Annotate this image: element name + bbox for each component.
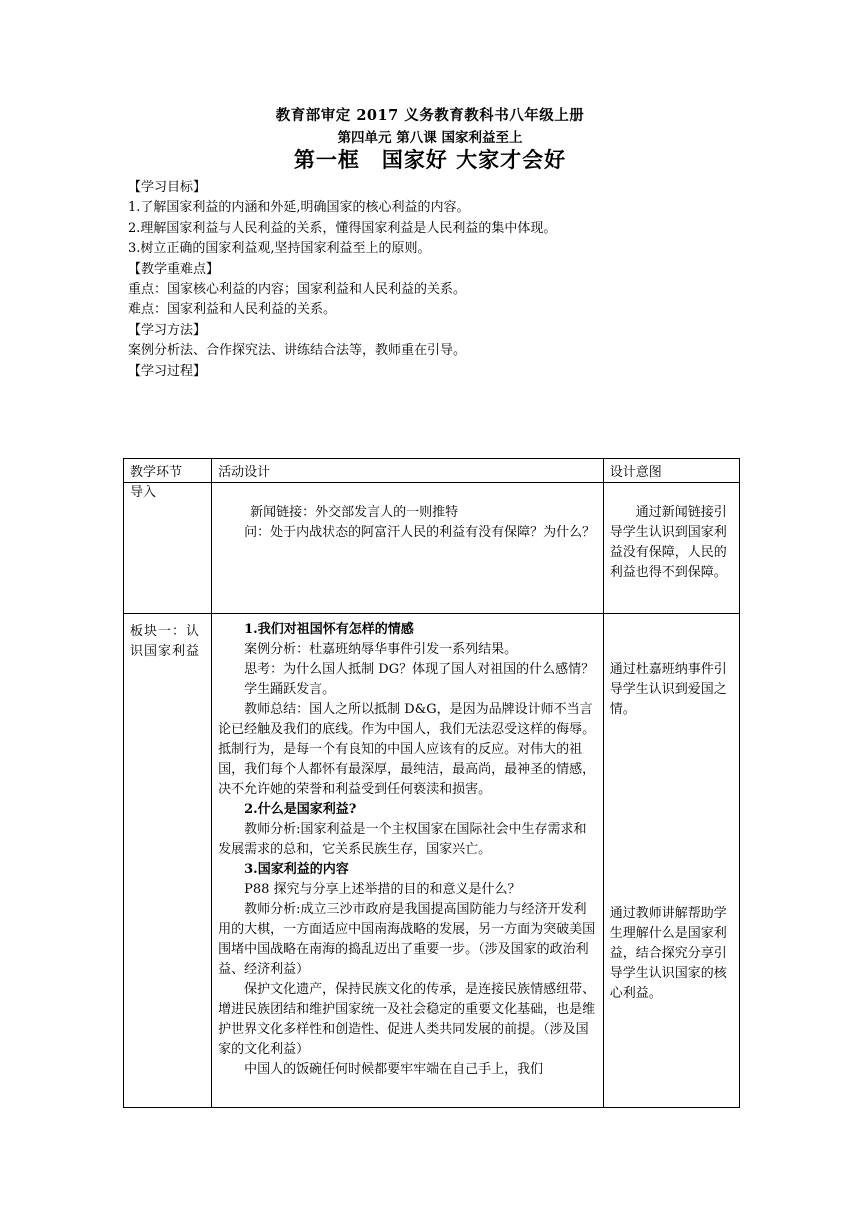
stage-label: 导入	[130, 485, 157, 500]
page-title: 第一框 国家好 大家才会好	[293, 148, 567, 172]
textbook-edition-line: 教育部审定 2017 义务教育教科书八年级上册	[275, 107, 585, 124]
stage-cell	[124, 614, 212, 1108]
section-heading: 2.什么是国家利益?	[244, 802, 357, 817]
activity-content	[212, 614, 603, 1080]
intent-text: 通过教师讲解帮助学生理解什么是国家利益，结合探究分享引导学生认识国家的核心利益。	[609, 906, 727, 1001]
activity-cell	[212, 483, 604, 614]
paragraph: 教师分析:国家利益是一个主权国家在国际社会中生存需求和发展需求的总和，它关系民族生存，国家兴亡。	[218, 822, 587, 857]
activity-cell	[212, 614, 604, 1108]
table-row-intro	[124, 483, 740, 614]
method-text: 案例分析法、合作探究法、讲练结合法等，教师重在引导。	[128, 343, 467, 359]
method-heading: 【学习方法】	[128, 322, 207, 338]
paragraph: P88 探究与分享上述举措的目的和意义是什么？	[244, 882, 521, 897]
intent-cell	[603, 614, 739, 1108]
lesson-table	[123, 458, 740, 1108]
header-stage: 教学环节	[124, 459, 212, 483]
activity-line: 新闻链接：外交部发言人的一则推特	[250, 505, 459, 520]
paragraph: 教师总结：国人之所以抵制 D&G，是因为品牌设计师不当言论已经触及我们的底线。作为中国人，我们无法忍受这样的侮辱。抵制行为，是每一个有良知的中国人应该有的反应。对伟大的祖国，我们每个人都怀有最深厚，最纯洁，最高尚，最神圣的情感，决不允许她的荣誉和利益受到任何亵渎和损害。	[218, 702, 596, 797]
header-activity: 活动设计	[212, 459, 604, 483]
activity-content	[212, 483, 603, 543]
objectives-section	[128, 178, 748, 382]
intent-cell	[603, 483, 739, 614]
unit-lesson-line: 第四单元 第八课 国家利益至上	[337, 130, 523, 146]
goal-item: 3.树立正确的国家利益观,坚持国家利益至上的原则。	[128, 241, 431, 257]
paragraph: 中国人的饭碗任何时候都要牢牢端在自己手上，我们	[244, 1062, 544, 1077]
goal-heading: 【学习目标】	[128, 180, 207, 195]
paragraph: 保护文化遗产，保持民族文化的传承，是连接民族情感纽带、增进民族团结和维护国家统一及社会稳定的重要文化基础，也是维护世界文化多样性和创造性、促进人类共同发展的前提。（涉及国家的文化利益）	[218, 982, 596, 1057]
key-heading: 【教学重难点】	[128, 261, 220, 277]
header-intent: 设计意图	[603, 459, 739, 483]
goal-item: 2.理解国家利益与人民利益的关系，懂得国家利益是人民利益的集中体现。	[128, 220, 557, 236]
activity-line: 问：处于内战状态的阿富汗人民的利益有没有保障？为什么？	[244, 525, 596, 540]
stage-cell	[124, 483, 212, 614]
paragraph: 案例分析：杜嘉班纳辱华事件引发一系列结果。	[244, 642, 518, 657]
table-row-block1	[124, 614, 740, 1108]
section-heading: 1.我们对祖国怀有怎样的情感	[244, 622, 414, 637]
paragraph: 教师分析:成立三沙市政府是我国提高国防能力与经济开发利用的大棋，一方面适应中国南海战略的发展，另一方面为突破美国围堵中国战略在南海的捣乱迈出了重要一步。（涉及国家的政治利益、经济利益）	[218, 902, 596, 977]
difficult-point: 难点：国家利益和人民利益的关系。	[128, 302, 337, 318]
paragraph: 学生踊跃发言。	[244, 682, 336, 697]
goal-item: 1.了解国家利益的内涵和外延,明确国家的核心利益的内容。	[128, 200, 470, 216]
stage-label: 板块一：认识国家利益	[130, 624, 201, 659]
table-header-row	[124, 459, 740, 483]
process-heading: 【学习过程】	[128, 363, 207, 379]
section-heading: 3.国家利益的内容	[244, 862, 349, 877]
intent-text: 通过新闻链接引导学生认识到国家利益没有保障，人民的利益也得不到保障。	[609, 505, 727, 580]
intent-text: 通过杜嘉班纳事件引导学生认识到爱国之情。	[609, 662, 727, 717]
paragraph: 思考：为什么国人抵制 DG？体现了国人对祖国的什么感情？	[244, 662, 595, 677]
key-point: 重点：国家核心利益的内容；国家利益和人民利益的关系。	[128, 282, 467, 298]
